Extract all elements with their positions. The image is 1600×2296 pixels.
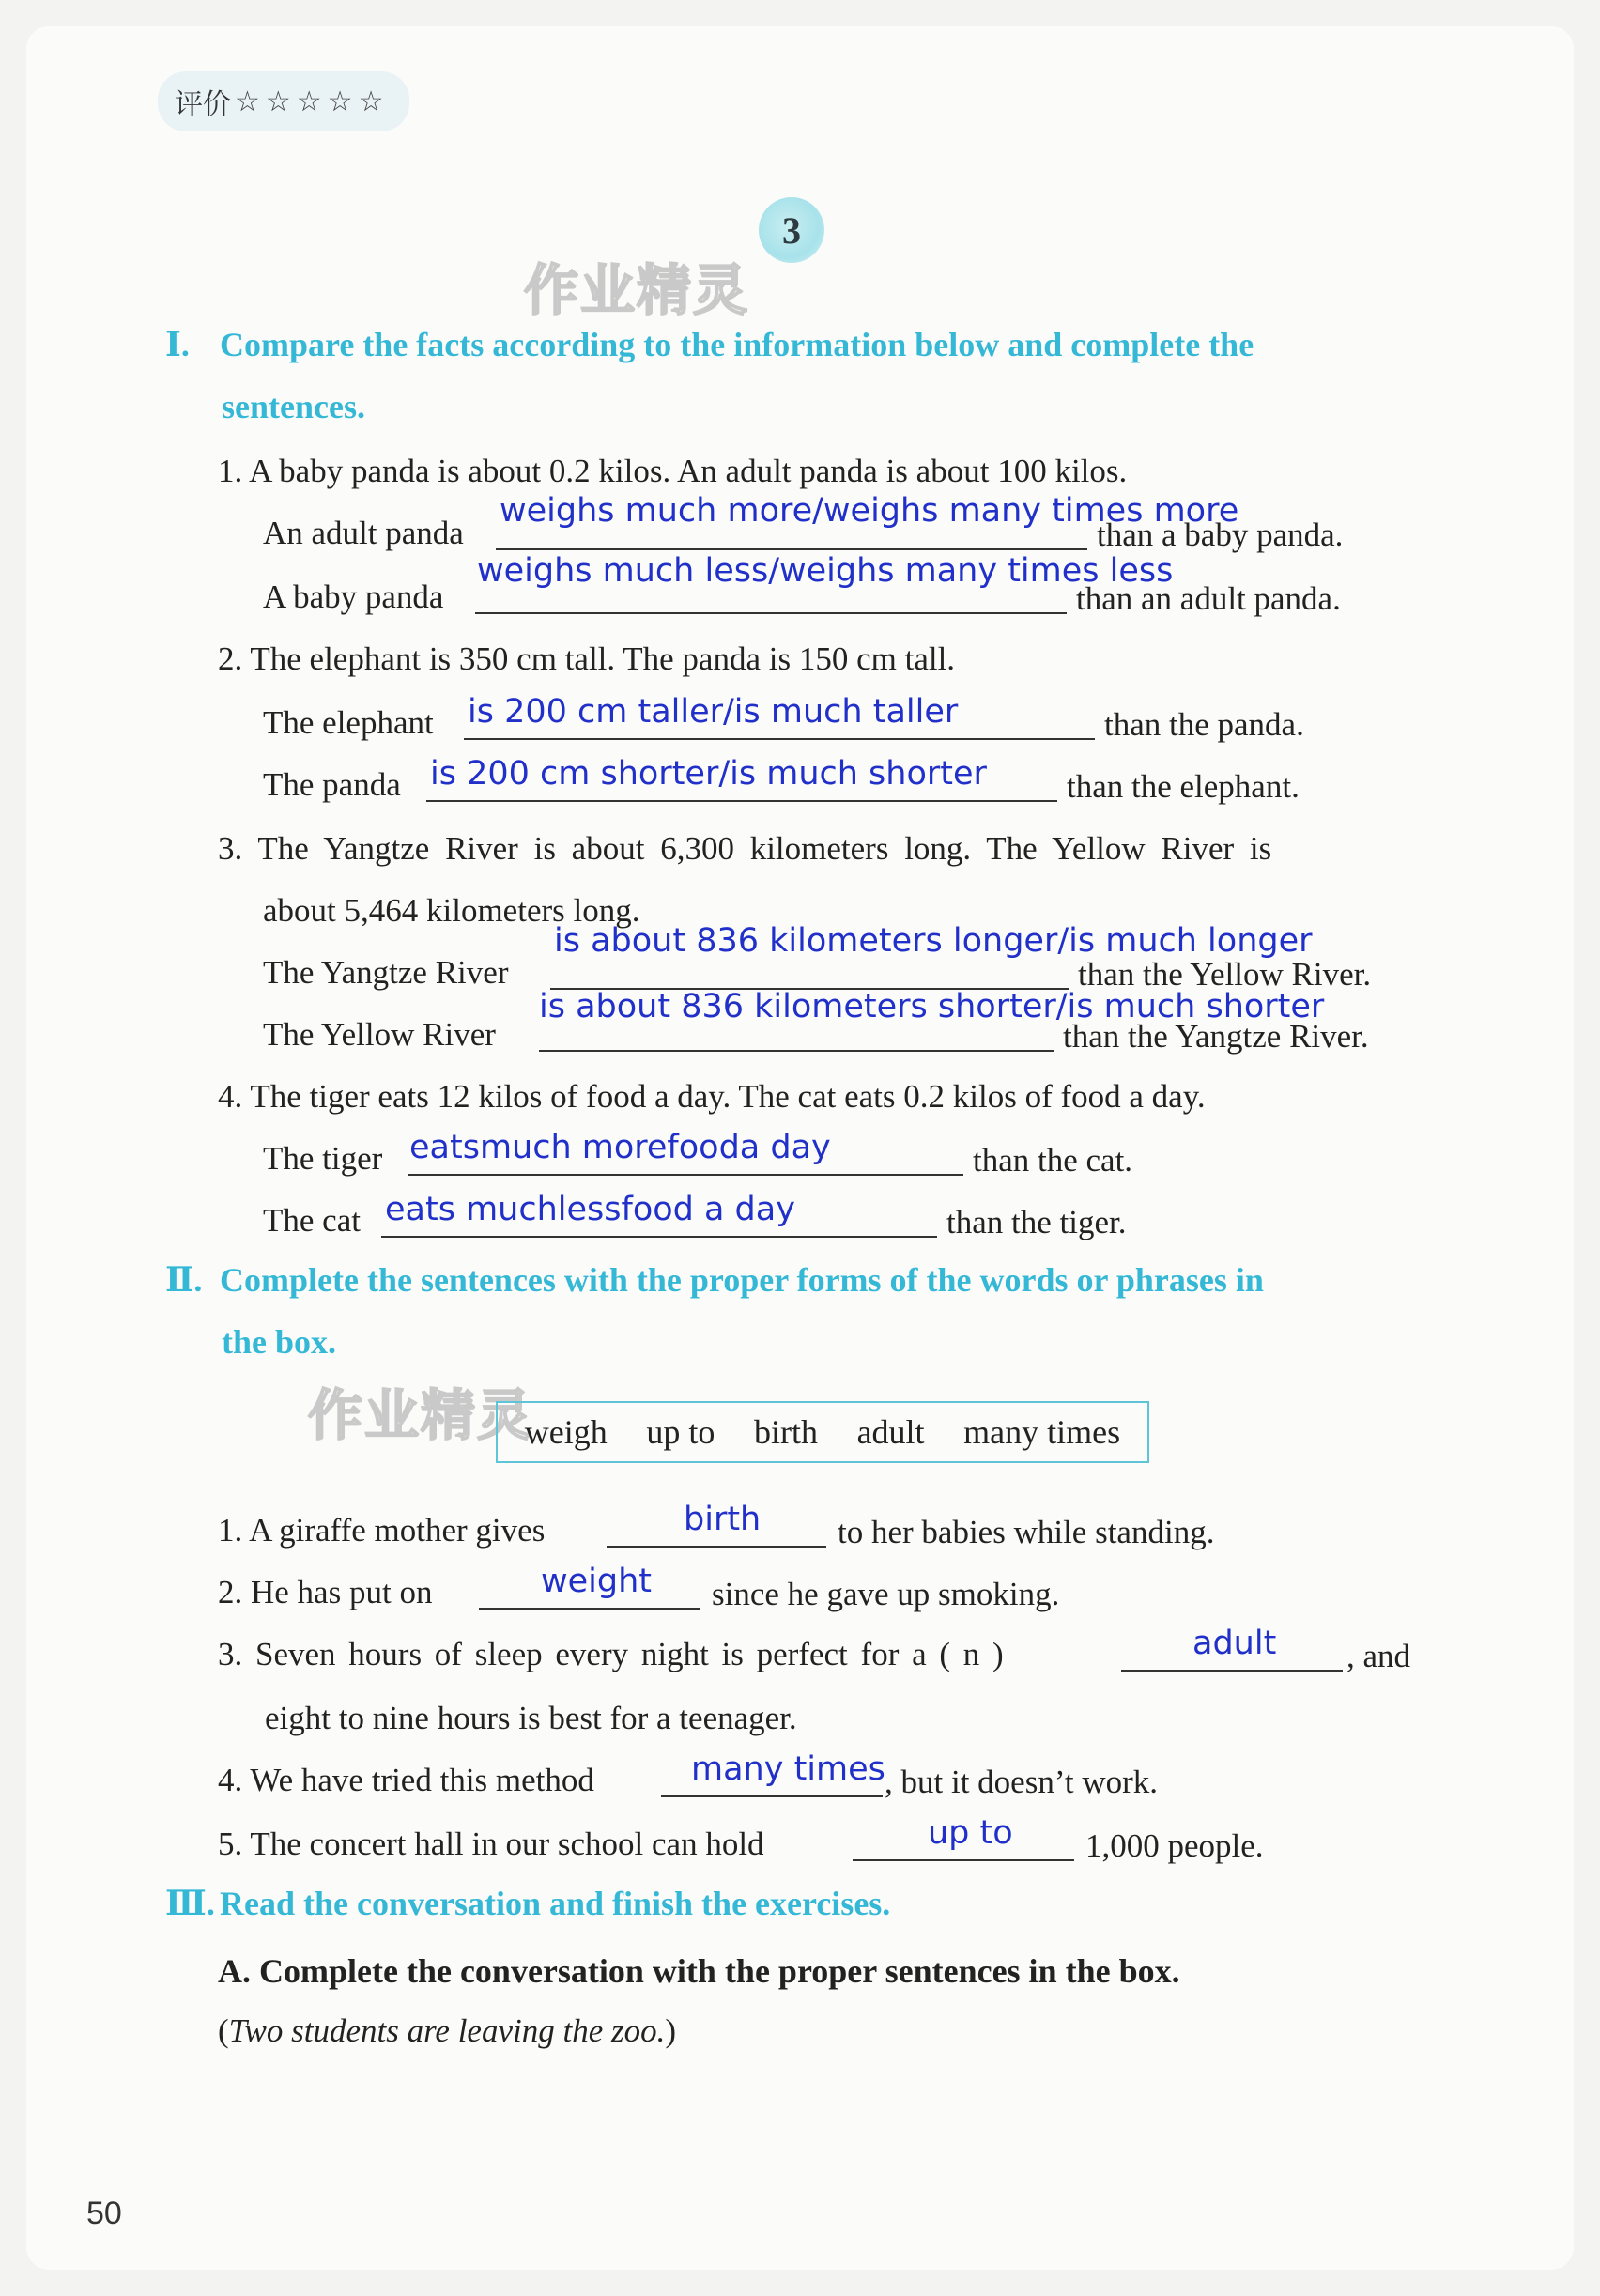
s1-item1-a-post: than a baby panda. — [1097, 516, 1344, 553]
s2-item4-answer: many times — [691, 1750, 885, 1788]
s2-item1-pre: 1. A giraffe mother gives — [218, 1512, 546, 1549]
s1-item1-b-pre: A baby panda — [263, 578, 444, 615]
section2-title-line1: Complete the sentences with the proper forms of the words or phrases in — [220, 1261, 1264, 1299]
s1-item4-a-post: than the cat. — [973, 1142, 1133, 1179]
note-text: Two students are leaving the zoo. — [228, 2012, 666, 2049]
s1-item4-b-post: than the tiger. — [946, 1204, 1127, 1240]
section3-number: Ⅲ. — [165, 1885, 215, 1922]
s1-item3-a-answer: is about 836 kilometers longer/is much longer — [554, 922, 1313, 960]
s1-item4-b-answer: eats muchlessfood a day — [385, 1191, 795, 1228]
rating-stars[interactable]: ☆☆☆☆☆ — [235, 85, 390, 118]
s1-item1-a-answer: weighs much more/weighs many times more — [500, 492, 1239, 530]
s1-item3-b-pre: The Yellow River — [263, 1016, 496, 1053]
word-box — [496, 1401, 1149, 1463]
s2-item3-answer: adult — [1192, 1625, 1277, 1662]
s2-item2-answer: weight — [541, 1563, 653, 1600]
s2-item5-post: 1,000 people. — [1085, 1827, 1264, 1864]
section2-title — [165, 1249, 1423, 1373]
s1-item2-a-answer: is 200 cm taller/is much taller — [468, 693, 959, 731]
s1-item4-text: 4. The tiger eats 12 kilos of food a day. The cat eats 0.2 kilos of food a day. — [218, 1078, 1206, 1115]
word-up-to: up to — [646, 1413, 715, 1451]
s1-item2-b-post: than the elephant. — [1067, 768, 1300, 805]
s1-item3-text2: about 5,464 kilometers long. — [263, 892, 640, 929]
s1-item1-text: 1. A baby panda is about 0.2 kilos. An adult panda is about 100 kilos. — [218, 453, 1128, 489]
s1-item3-a-post: than the Yellow River. — [1078, 956, 1372, 993]
s2-item1-answer: birth — [684, 1501, 762, 1538]
s1-item1-b-blank[interactable] — [475, 612, 1067, 614]
s2-item5-pre: 5. The concert hall in our school can hold — [218, 1826, 764, 1862]
section3-title-text: Read the conversation and finish the exercises. — [220, 1885, 891, 1922]
s2-item3-post: , and — [1346, 1638, 1411, 1674]
s1-item1-a-pre: An adult panda — [263, 515, 464, 551]
s1-item2-a-blank[interactable] — [464, 738, 1095, 740]
watermark-top: 作业精灵 — [524, 258, 750, 322]
s2-item3-pre: 3. Seven hours of sleep every night is perfect for a ( n ) — [218, 1636, 1004, 1672]
section1-title — [165, 314, 1423, 438]
s1-item1-b-post: than an adult panda. — [1076, 580, 1341, 617]
s2-item1-post: to her babies while standing. — [838, 1514, 1215, 1550]
s1-item4-a-blank[interactable] — [408, 1174, 963, 1176]
s2-item4-pre: 4. We have tried this method — [218, 1762, 594, 1798]
section2-number: Ⅱ. — [165, 1261, 203, 1299]
s1-item1-b-answer: weighs much less/weighs many times less — [477, 552, 1174, 590]
word-birth: birth — [753, 1413, 818, 1451]
s1-item3-b-answer: is about 836 kilometers shorter/is much shorter — [539, 988, 1325, 1025]
s1-item4-b-pre: The cat — [263, 1202, 361, 1239]
section3-sub-a: A. Complete the conversation with the proper sentences in the box. — [218, 1952, 1180, 1990]
s1-item4-b-blank[interactable] — [381, 1236, 937, 1238]
s2-item5-blank[interactable] — [853, 1859, 1074, 1861]
s1-item2-b-blank[interactable] — [426, 800, 1057, 802]
s2-item4-post: , but it doesn’t work. — [885, 1764, 1159, 1800]
word-many-times: many times — [963, 1413, 1121, 1451]
section1-title-line1: Compare the facts according to the information below and complete the — [220, 326, 1254, 363]
s1-item2-text: 2. The elephant is 350 cm tall. The panda is 150 cm tall. — [218, 640, 956, 677]
s2-item1-blank[interactable] — [607, 1546, 826, 1548]
watermark-middle: 作业精灵 — [308, 1383, 534, 1447]
rating-box — [158, 71, 409, 131]
note-open-paren: ( — [218, 2012, 229, 2049]
section2-title-line2: the box. — [222, 1323, 337, 1361]
s1-item3-text: 3. The Yangtze River is about 6,300 kilometers long. The Yellow River is — [218, 830, 1272, 867]
s2-item3-blank[interactable] — [1121, 1670, 1343, 1672]
section3-note — [218, 2008, 676, 2055]
s2-item4-blank[interactable] — [661, 1795, 883, 1797]
s2-item2-post: since he gave up smoking. — [712, 1576, 1060, 1612]
s1-item3-a-pre: The Yangtze River — [263, 954, 509, 991]
s1-item4-a-pre: The tiger — [263, 1140, 383, 1177]
section1-number: Ⅰ. — [165, 326, 190, 363]
s1-item3-b-blank[interactable] — [539, 1050, 1054, 1052]
s1-item2-a-post: than the panda. — [1104, 706, 1304, 743]
rating-label: 评价 — [175, 88, 231, 121]
s2-item3-line2: eight to nine hours is best for a teenager. — [265, 1700, 797, 1736]
s2-item5-answer: up to — [928, 1814, 1013, 1852]
section1-title-line2: sentences. — [222, 388, 365, 425]
unit-number-badge: 3 — [759, 197, 824, 263]
page-number: 50 — [86, 2196, 122, 2231]
s1-item4-a-answer: eatsmuch morefooda day — [409, 1129, 831, 1166]
s2-item2-blank[interactable] — [479, 1608, 700, 1610]
word-adult: adult — [856, 1413, 925, 1451]
s1-item2-b-pre: The panda — [263, 766, 401, 803]
s2-item2-pre: 2. He has put on — [218, 1574, 433, 1610]
s1-item3-b-post: than the Yangtze River. — [1063, 1018, 1369, 1055]
s1-item2-a-pre: The elephant — [263, 704, 434, 741]
section3-title — [165, 1872, 1423, 1934]
s1-item2-b-answer: is 200 cm shorter/is much shorter — [430, 755, 987, 793]
word-weigh: weigh — [524, 1413, 608, 1451]
note-close-paren: ) — [665, 2012, 677, 2049]
